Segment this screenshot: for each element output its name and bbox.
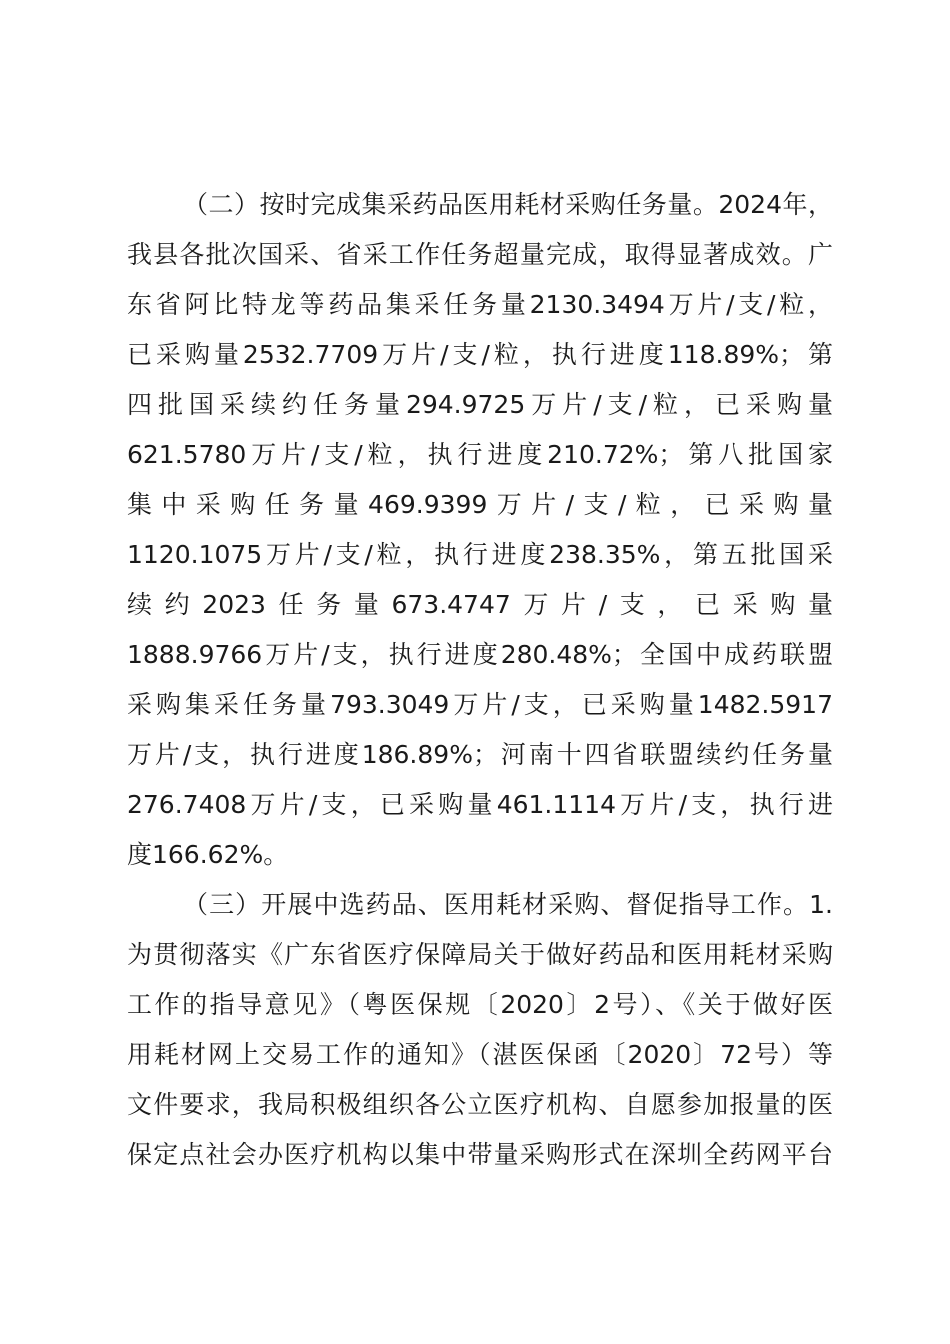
paragraph-line: 万片/支，执行进度186.89%；河南十四省联盟续约任务量 [127,740,833,769]
paragraph-line: 采购集采任务量793.3049万片/支，已采购量1482.5917 [127,690,833,719]
paragraph-procurement-tasks [127,180,833,880]
paragraph-line: 四批国采续约任务量294.9725万片/支/粒，已采购量 [127,390,833,419]
paragraph-line: （二）按时完成集采药品医用耗材采购任务量。2024年， [183,190,833,219]
paragraph-line: （三）开展中选药品、医用耗材采购、督促指导工作。1. [183,890,833,919]
paragraph-line: 文件要求，我局积极组织各公立医疗机构、自愿参加报量的医 [127,1090,833,1119]
paragraph-line: 工作的指导意见》（粤医保规〔2020〕2号）、《关于做好医 [127,990,833,1019]
paragraph-line: 保定点社会办医疗机构以集中带量采购形式在深圳全药网平台 [127,1140,833,1169]
paragraph-line: 276.7408万片/支，已采购量461.1114万片/支，执行进 [127,790,833,819]
paragraph-line: 621.5780万片/支/粒，执行进度210.72%；第八批国家 [127,440,833,469]
paragraph-line: 续约2023任务量673.4747万片/支，已采购量 [127,590,833,619]
paragraph-line: 为贯彻落实《广东省医疗保障局关于做好药品和医用耗材采购 [127,940,833,969]
paragraph-line: 度166.62%。 [127,840,289,869]
paragraph-line: 集中采购任务量469.9399万片/支/粒，已采购量 [127,490,833,519]
paragraph-line: 用耗材网上交易工作的通知》（湛医保函〔2020〕72号）等 [127,1040,833,1069]
paragraph-line: 1120.1075万片/支/粒，执行进度238.35%，第五批国采 [127,540,833,569]
paragraph-procurement-guidance [127,880,833,1180]
paragraph-line: 已采购量2532.7709万片/支/粒，执行进度118.89%；第 [127,340,833,369]
paragraph-line: 东省阿比特龙等药品集采任务量2130.3494万片/支/粒， [127,290,833,319]
paragraph-line: 1888.9766万片/支，执行进度280.48%；全国中成药联盟 [127,640,833,669]
paragraph-line: 我县各批次国采、省采工作任务超量完成，取得显著成效。广 [127,240,833,269]
